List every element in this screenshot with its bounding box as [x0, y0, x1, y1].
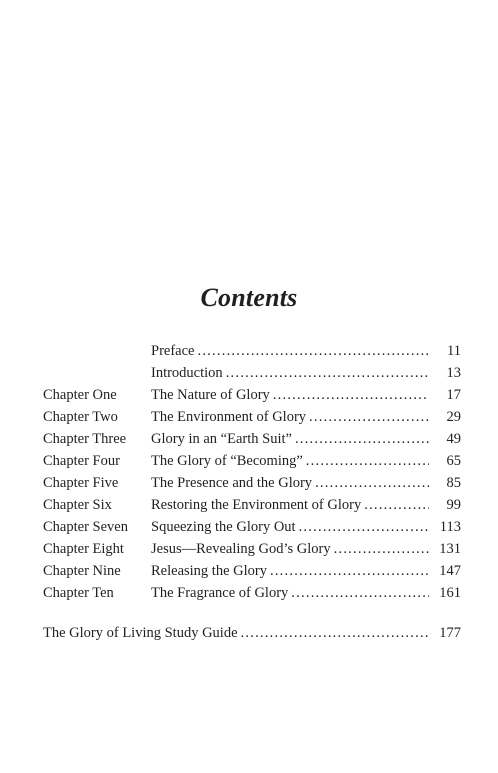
dot-leader: [364, 494, 429, 516]
entry-title: Preface: [151, 343, 195, 359]
toc-entry-introduction: [43, 362, 461, 384]
toc-entry-chapter-ten: [43, 582, 461, 604]
dot-leader: [241, 622, 429, 644]
table-of-contents: [43, 340, 461, 644]
page-number: 147: [439, 563, 461, 579]
dot-leader: [306, 450, 429, 472]
dot-leader: [270, 560, 429, 582]
toc-entry: [151, 472, 461, 494]
chapter-label: Chapter Ten: [43, 585, 114, 601]
toc-entry: [151, 406, 461, 428]
dot-leader: [197, 340, 429, 362]
dot-leader: [299, 516, 429, 538]
entry-title: The Glory of Living Study Guide: [43, 625, 238, 641]
entry-title: The Glory of “Becoming”: [151, 453, 303, 469]
toc-entry-study-guide: [43, 622, 461, 644]
toc-entry: [151, 494, 461, 516]
page-number: 113: [439, 519, 461, 535]
page-number: 11: [447, 343, 461, 359]
chapter-label: Chapter Six: [43, 497, 112, 513]
toc-entry-chapter-seven: [43, 516, 461, 538]
entry-title: The Environment of Glory: [151, 409, 307, 425]
dot-leader: [273, 384, 429, 406]
toc-entry-chapter-eight: [43, 538, 461, 560]
toc-entry-chapter-five: [43, 472, 461, 494]
page-number: 131: [439, 541, 461, 557]
chapter-label: Chapter Four: [43, 453, 120, 469]
chapter-label: Chapter Two: [43, 409, 118, 425]
toc-entry: [151, 384, 461, 406]
toc-entry-chapter-nine: [43, 560, 461, 582]
chapter-label: Chapter One: [43, 387, 117, 403]
entry-title: The Fragrance of Glory: [151, 585, 289, 601]
entry-title: Releasing the Glory: [151, 563, 267, 579]
toc-entry-chapter-four: [43, 450, 461, 472]
dot-leader: [315, 472, 429, 494]
chapter-label: Chapter Five: [43, 475, 119, 491]
page-number: 177: [439, 625, 461, 641]
toc-entry-chapter-six: [43, 494, 461, 516]
chapter-label: Chapter Eight: [43, 541, 124, 557]
entry-title: Squeezing the Glory Out: [151, 519, 296, 535]
page-number: 85: [446, 475, 461, 491]
page-number: 161: [439, 585, 461, 601]
entry-title: The Nature of Glory: [151, 387, 270, 403]
page-number: 99: [446, 497, 461, 513]
toc-entry: [151, 582, 461, 604]
toc-entry: [151, 428, 461, 450]
toc-entry-chapter-three: [43, 428, 461, 450]
dot-leader: [226, 362, 429, 384]
toc-entry: [151, 538, 461, 560]
section-spacer: [43, 604, 461, 622]
page-number: 29: [446, 409, 461, 425]
entry-title: Introduction: [151, 365, 223, 381]
dot-leader: [291, 582, 429, 604]
entry-title: The Presence and the Glory: [151, 475, 313, 491]
page-title: Contents: [200, 283, 298, 312]
toc-entry: [151, 340, 461, 362]
page-number: 65: [446, 453, 461, 469]
toc-entry: [151, 450, 461, 472]
chapter-label: Chapter Three: [43, 431, 127, 447]
chapter-label: Chapter Nine: [43, 563, 121, 579]
entry-title: Glory in an “Earth Suit”: [151, 431, 292, 447]
page-number: 49: [446, 431, 461, 447]
chapter-label: Chapter Seven: [43, 519, 128, 535]
entry-title: Jesus—Revealing God’s Glory: [151, 541, 331, 557]
dot-leader: [309, 406, 429, 428]
page-number: 13: [446, 365, 461, 381]
page-number: 17: [446, 387, 461, 403]
dot-leader: [295, 428, 429, 450]
toc-entry: [43, 622, 461, 644]
toc-entry-chapter-two: [43, 406, 461, 428]
toc-entry: [151, 362, 461, 384]
toc-entry: [151, 560, 461, 582]
dot-leader: [334, 538, 429, 560]
toc-entry-preface: [43, 340, 461, 362]
toc-entry: [151, 516, 461, 538]
toc-entry-chapter-one: [43, 384, 461, 406]
entry-title: Restoring the Environment of Glory: [151, 497, 362, 513]
